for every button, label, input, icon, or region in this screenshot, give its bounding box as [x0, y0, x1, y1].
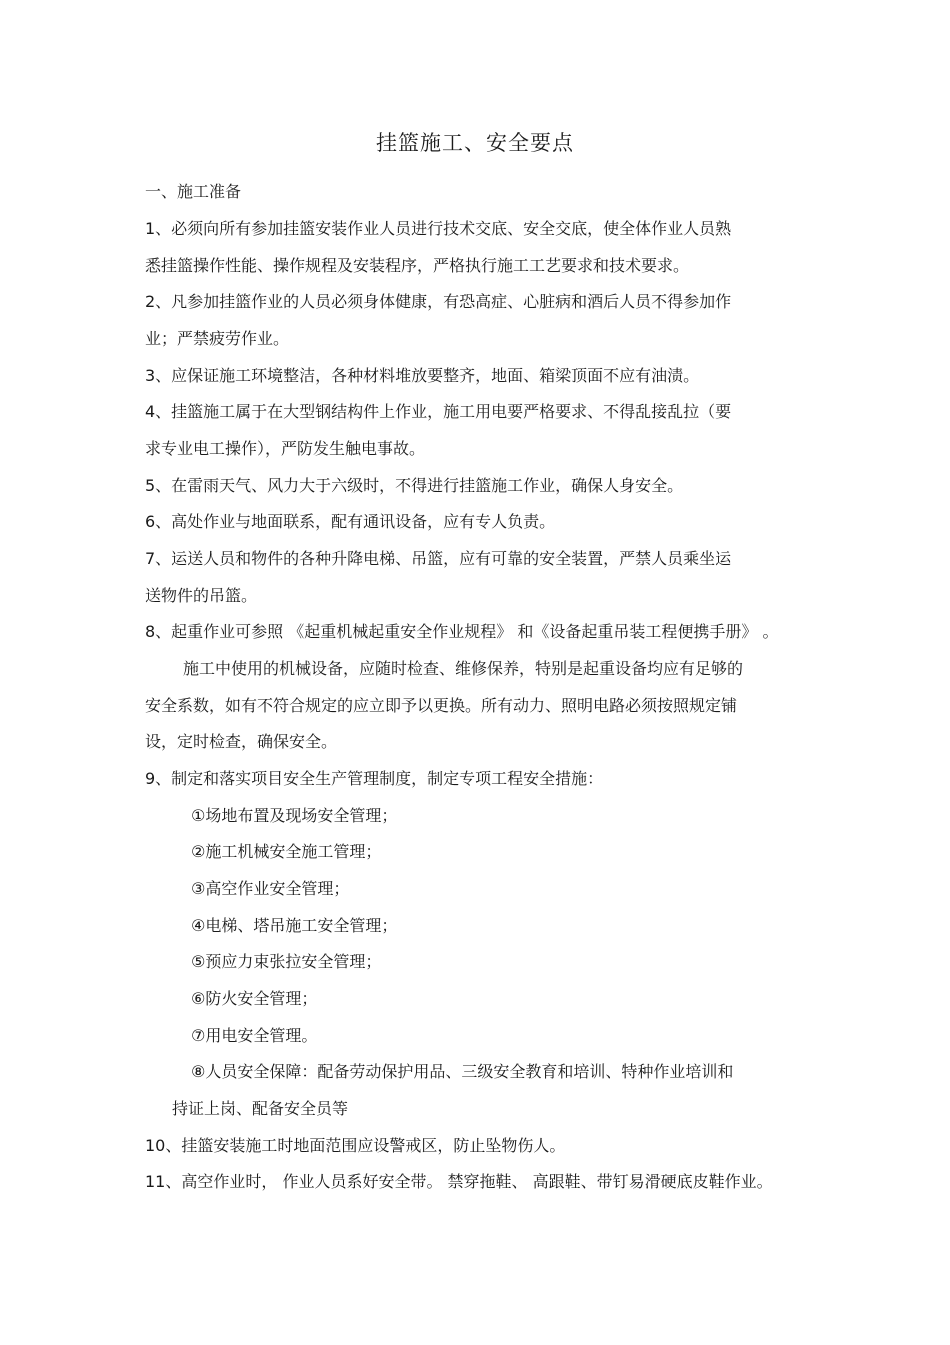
paragraph-line: 求专业电工操作），严防发生触电事故。: [145, 439, 426, 458]
list-item: ③高空作业安全管理；: [191, 879, 350, 898]
list-item: ⑥防火安全管理；: [191, 989, 318, 1008]
paragraph-line: 7、运送人员和物件的各种升降电梯、吊篮，应有可靠的安全装置，严禁人员乘坐运: [145, 549, 732, 568]
paragraph-line: 悉挂篮操作性能、操作规程及安装程序，严格执行施工工艺要求和技术要求。: [145, 256, 690, 275]
list-item: ①场地布置及现场安全管理；: [191, 806, 398, 825]
section-heading: 一、施工准备: [145, 182, 242, 201]
paragraph-line: 6、高处作业与地面联系，配有通讯设备，应有专人负责。: [145, 512, 556, 531]
paragraph-line: 1、必须向所有参加挂篮安装作业人员进行技术交底、安全交底，使全体作业人员熟: [145, 219, 732, 238]
list-item-continuation: 持证上岗、配备安全员等: [172, 1099, 349, 1118]
list-item: ④电梯、塔吊施工安全管理；: [191, 916, 398, 935]
paragraph-line: 8、起重作业可参照 《起重机械起重安全作业规程》 和《设备起重吊装工程便携手册》 。: [145, 622, 779, 641]
paragraph-line: 3、应保证施工环境整洁，各种材料堆放要整齐，地面、箱梁顶面不应有油渍。: [145, 366, 700, 385]
paragraph-line: 施工中使用的机械设备，应随时检查、维修保养，特别是起重设备均应有足够的: [183, 659, 744, 678]
document-title: 挂篮施工、安全要点: [376, 131, 574, 155]
list-item: ⑦用电安全管理。: [191, 1026, 318, 1045]
list-item: ⑤预应力束张拉安全管理；: [191, 952, 382, 971]
paragraph-line: 安全系数，如有不符合规定的应立即予以更换。所有动力、照明电路必须按照规定铺: [145, 696, 738, 715]
paragraph-line: 9、制定和落实项目安全生产管理制度，制定专项工程安全措施：: [145, 769, 604, 788]
paragraph-line: 10、挂篮安装施工时地面范围应设警戒区，防止坠物伤人。: [145, 1136, 566, 1155]
list-item: ⑧人员安全保障：配备劳动保护用品、三级安全教育和培训、特种作业培训和: [191, 1062, 734, 1081]
paragraph-line: 4、挂篮施工属于在大型钢结构件上作业，施工用电要严格要求、不得乱接乱拉（要: [145, 402, 732, 421]
paragraph-line: 5、在雷雨天气、风力大于六级时，不得进行挂篮施工作业，确保人身安全。: [145, 476, 684, 495]
paragraph-line: 送物件的吊篮。: [145, 586, 258, 605]
paragraph-line: 2、凡参加挂篮作业的人员必须身体健康，有恐高症、心脏病和酒后人员不得参加作: [145, 292, 732, 311]
paragraph-line: 11、高空作业时， 作业人员系好安全带。 禁穿拖鞋、 高跟鞋、带钉易滑硬底皮鞋作业。: [145, 1172, 773, 1191]
list-item: ②施工机械安全施工管理；: [191, 842, 382, 861]
paragraph-line: 业；严禁疲劳作业。: [145, 329, 290, 348]
paragraph-line: 设，定时检查，确保安全。: [145, 732, 338, 751]
